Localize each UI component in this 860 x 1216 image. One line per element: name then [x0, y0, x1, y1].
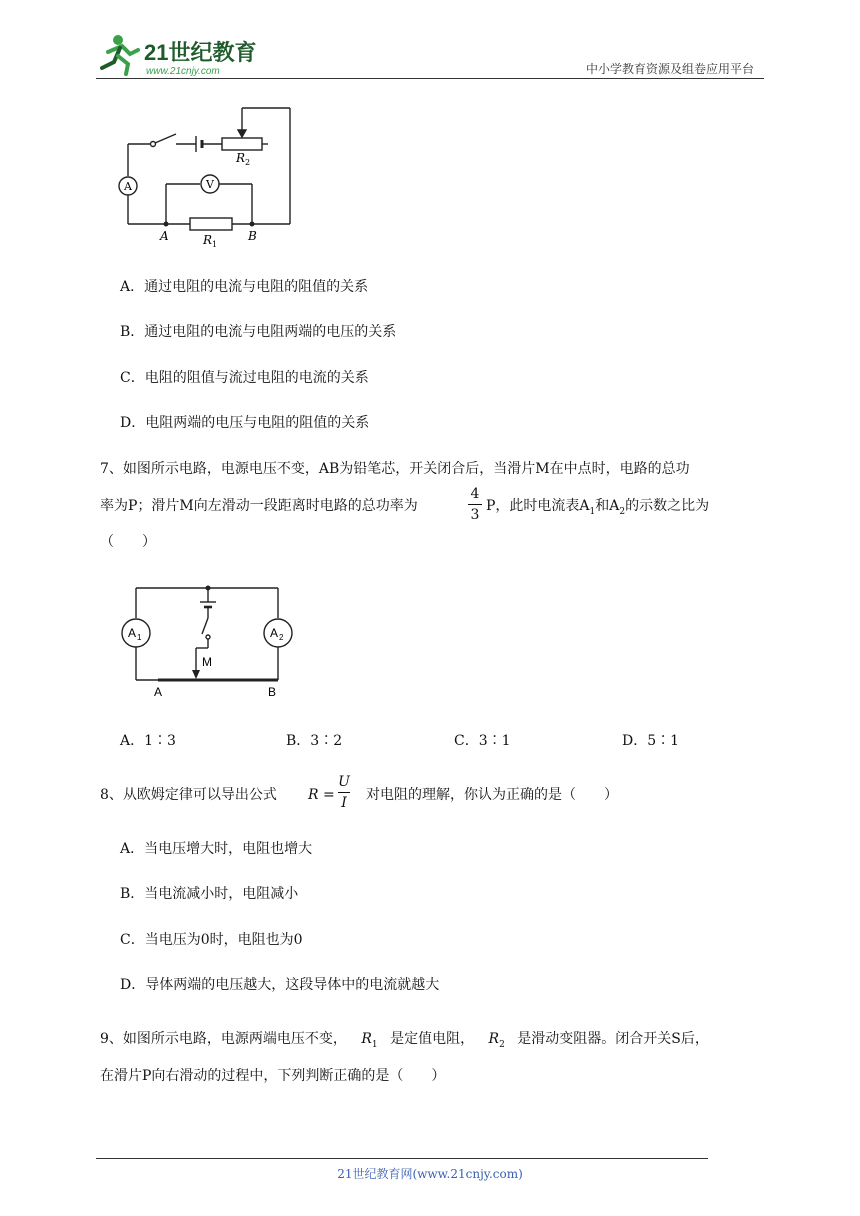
q6-option-b: B．通过电阻的电流与电阻两端的电压的关系 [120, 324, 397, 340]
q6-option-d: D．电阻两端的电压与电阻的阻值的关系 [120, 415, 370, 431]
q7-fraction: 4 3 [468, 486, 482, 523]
q8-option-a: A．当电压增大时，电阻也增大 [120, 841, 313, 857]
q8-formula-lhs: R = [308, 787, 335, 803]
header-platform-text: 中小学教育资源及组卷应用平台 [585, 62, 754, 76]
q7-option-c: C．3∶1 [454, 733, 511, 749]
q8-option-b: B．当电流减小时，电阻减小 [120, 886, 299, 902]
logo-url: www.21cnjy.com [146, 66, 220, 77]
q9-line2: 在滑片P向右滑动的过程中，下列判断正确的是（ ） [100, 1068, 446, 1084]
circuit-figure-q6 [118, 100, 308, 250]
point-b-label: B [268, 685, 277, 699]
footer-link[interactable]: 21世纪教育网(www.21cnjy.com) [337, 1167, 523, 1181]
footer-divider [96, 1158, 708, 1159]
a2-sub: 2 [279, 633, 284, 642]
q8-option-d: D．导体两端的电压越大，这段导体中的电流就越大 [120, 977, 440, 993]
a2-label: A [270, 626, 279, 640]
q7-line1: 7、如图所示电路，电源电压不变，AB为铅笔芯，开关闭合后，当滑片M在中点时，电路的总功 [100, 461, 690, 477]
point-a-label: A [154, 685, 163, 699]
q8-option-c: C．当电压为0时，电阻也为0 [120, 932, 303, 948]
q7-option-d: D．5∶1 [622, 733, 680, 749]
header-divider [96, 78, 764, 79]
a1-sub: 1 [137, 633, 142, 642]
q8-fraction: U I [338, 774, 350, 811]
q8-stem-pre: 8、从欧姆定律可以导出公式 [100, 787, 277, 803]
q9-line1: 9、如图所示电路，电源两端电压不变， $R_1$ 是定值电阻， $R_2$ 是滑动变阻器。闭合开关S后， [100, 1031, 709, 1050]
r2-sub: 2 [245, 158, 251, 167]
point-a-label: A [160, 229, 169, 243]
q7-line2-tail: P，此时电流表$A_1$和$A_2$的示数之比为 [486, 498, 710, 517]
q6-option-a: A．通过电阻的电流与电阻的阻值的关系 [120, 279, 369, 295]
circuit-figure-q7 [118, 582, 308, 702]
logo-brand: 21世纪教育 [144, 40, 257, 65]
q8-stem-post: 对电阻的理解，你认为正确的是（ ） [366, 787, 618, 803]
a1-label: A [128, 626, 137, 640]
r1-label: R [203, 233, 213, 247]
r1-sub: 1 [212, 240, 218, 249]
q7-line2: 率为P；滑片M向左滑动一段距离时电路的总功率为 [100, 498, 418, 514]
r2-label: R [236, 151, 246, 165]
point-b-label: B [248, 229, 257, 243]
q7-answer-blank: （ ） [100, 534, 156, 550]
slider-m-label: M [202, 655, 212, 669]
ammeter-label: A [124, 180, 132, 193]
q7-option-a: A．1∶3 [120, 733, 176, 749]
site-logo [96, 30, 266, 80]
q6-option-c: C．电阻的阻值与流过电阻的电流的关系 [120, 370, 369, 386]
q7-option-b: B．3∶2 [286, 733, 343, 749]
voltmeter-label: V [206, 178, 214, 191]
runner-icon [102, 35, 138, 74]
